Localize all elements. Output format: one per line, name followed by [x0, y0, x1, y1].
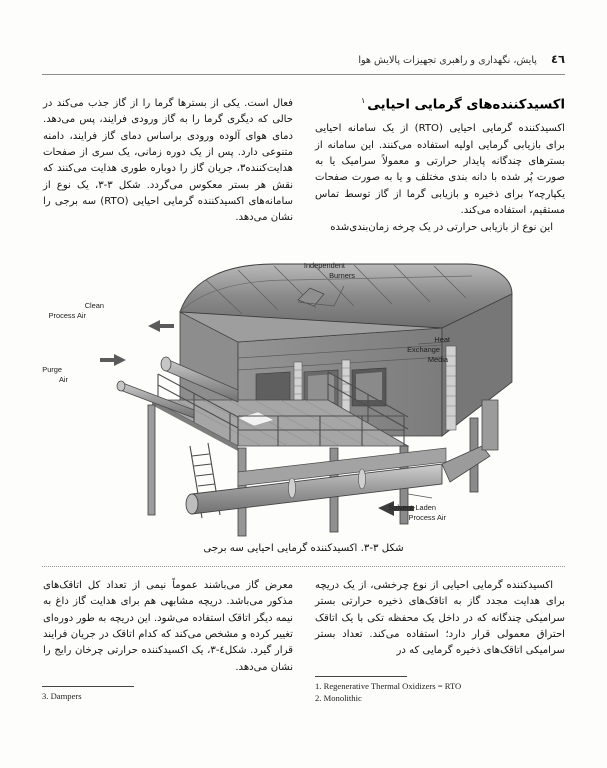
figure-separator-rule: [42, 566, 565, 568]
right-column-bottom: [315, 578, 565, 677]
figure-caption: شکل ٣-٣. اکسیدکننده گرمایی احیایی سه برجی: [203, 543, 404, 554]
right-top-paragraph-1: اکسیدکننده گرمایی احیایی (RTO) از یک سامانه احیایی برای بازیابی گرمایی اولیه استفاده می‌کنند. این سامانه از بسترهای چندگانه پایدار حرارتی و معمولاً سرامیک یا به صورت پُر شده با دانه بندی مختلف و یا به صورت صفحات یکپارچه٢ برای ذخیره و بازیابی گرما از گاز توسط تماس مستقیم، استفاده می‌کند.: [315, 123, 565, 216]
footnotes-left: [42, 686, 292, 702]
left-column-top: [43, 96, 293, 237]
running-head: [42, 52, 565, 70]
footnote-1: 1. Regenerative Thermal Oxidizers = RTO: [315, 681, 462, 691]
right-top-paragraph-2: این نوع از بازیابی حرارتی در یک چرخه زمان‌بندی‌شده: [330, 221, 553, 233]
footnote-2: 2. Monolithic: [315, 693, 362, 704]
left-column-bottom: [43, 578, 293, 677]
footnote-rule-left: [42, 686, 134, 687]
label-independent-burners-line2: Burners: [329, 271, 355, 280]
running-head-title: پایش، نگهداری و راهبری تجهیزات پالایش هوا: [358, 55, 537, 66]
label-solvent-laden-line1: Solvent-Laden: [388, 503, 436, 512]
section-heading-footnote-marker: ١: [361, 96, 366, 105]
right-bottom-paragraph-1: اکسیدکننده گرمایی احیایی از نوع چرخشی، از یک دریچه برای هدایت مجدد گاز به اتاقک‌های ذخیره حرارتی بستر سرامیکی چندگانه که در داخل یک محفظه تکی با یک اتاقک احتراق معمولی قرار دارد؛ استفاده می‌کند. تعداد بستر سرامیکی اتاقک‌های ذخیره گرمایی که در: [315, 580, 565, 657]
section-heading-text: اکسیدکننده‌های گرمایی احیایی: [367, 97, 565, 113]
right-column-top: [315, 96, 565, 237]
lower-columns: [42, 578, 565, 677]
label-solvent-laden-line2: Process Air: [408, 513, 446, 522]
label-heat-exchange-media-line3: Media: [427, 355, 448, 364]
label-heat-exchange-media-line1: Heat: [434, 335, 450, 344]
label-clean-process-air-line1: Clean: [84, 301, 104, 310]
label-purge-air-line1: Purge: [42, 365, 62, 374]
upper-columns: [42, 96, 565, 237]
section-heading: [315, 96, 565, 114]
footnote-rule-right: [315, 676, 407, 677]
label-independent-burners-line1: Independent: [303, 261, 345, 270]
footnote-3: 3. Dampers: [42, 691, 82, 701]
figure-rto-three-tower: [42, 250, 565, 540]
label-clean-process-air-line2: Process Air: [48, 311, 86, 320]
figure-illustration: [42, 250, 565, 540]
clean-process-air-arrow: [148, 320, 174, 332]
footnotes-right: [315, 676, 565, 705]
header-rule: [42, 74, 565, 75]
label-purge-air-line2: Air: [58, 375, 68, 384]
label-heat-exchange-media-line2: Exchange: [407, 345, 440, 354]
left-bottom-paragraph-1: معرض گاز می‌باشند عموماً نیمی از تعداد کل اتاقک‌های مذکور می‌باشد. دریچه مشابهی هم برای هدایت گاز داغ به نیمه دیگر اتاقک استفاده می‌شود. این دریچه به طور دوره‌ای تغییر کرده و مشخص می‌کند که کدام اتاقک در جریان فرایند قرار گیرد. شکل٤-٣، یک اکسیدکننده حرارتی چرخان رایج را نشان می‌دهد.: [43, 580, 293, 673]
left-top-paragraph-1: فعال است. یکی از بسترها گرما را از گاز جذب می‌کند در حالی که دیگری گرما را به گاز ورودی فرایند، پس می‌دهد. دمای هوای آلوده ورودی براساس دمای گاز فرایند، دامنه متنوعی دارد. پس از یک دوره زمانی، یک سری از صفحات هدایت‌کننده٣، جریان گاز را دوباره طوری هدایت می‌کنند که نقش هر بستر معکوس می‌گردد. شکل ٣-٣، یک نوع از سامانه‌های اکسیدکننده گرمایی احیایی (RTO) سه برجی را نشان می‌دهد.: [43, 98, 294, 224]
page-number: ٤٦: [550, 52, 565, 66]
purge-air-arrow: [100, 354, 126, 366]
